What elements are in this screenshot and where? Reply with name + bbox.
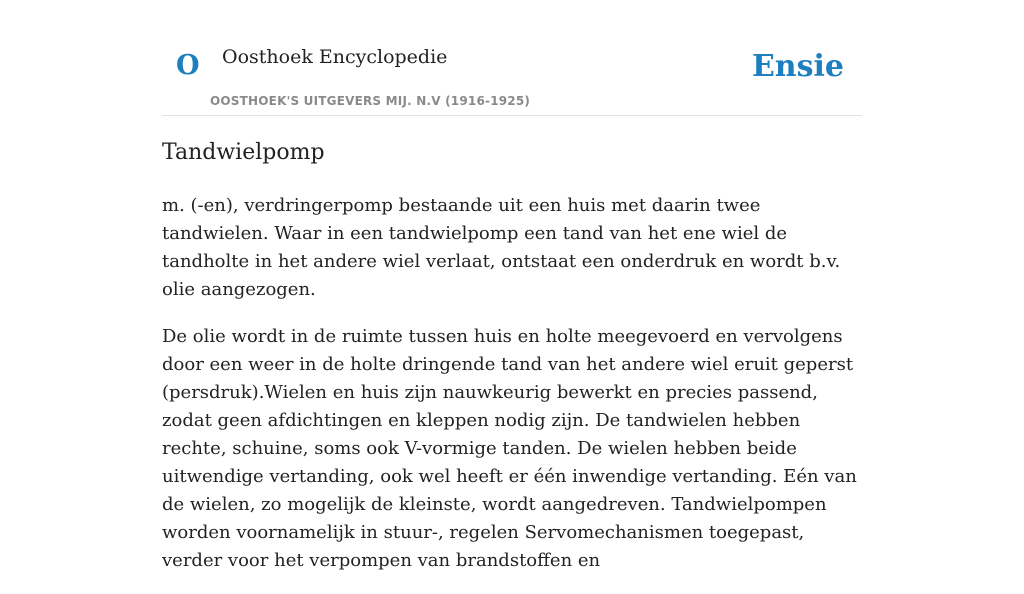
work-title-link[interactable]: Oosthoek Encyclopedie — [222, 46, 448, 68]
entry-paragraph: m. (-en), verdringerpomp bestaande uit een huis met daarin twee tandwielen. Waar in een tandwielpomp een tand van het ene wiel de tandholte in het andere wiel verlaat, ontstaat een onderdruk en wordt b.v. olie aangezogen. — [162, 195, 841, 300]
work-header — [162, 0, 862, 116]
ensie-logo[interactable]: Ensie — [751, 49, 844, 84]
entry-title: Tandwielpomp — [162, 140, 325, 165]
work-initial: O — [176, 50, 200, 81]
entry-paragraph: De olie wordt in de ruimte tussen huis en holte meegevoerd en vervolgens door een weer in de holte dringende tand van het andere wiel eruit geperst (persdruk).Wielen en huis zijn nauwkeurig bewerkt en precies passend, zodat geen afdichtingen en kleppen nodig zijn. De tandwielen hebben rechte, schuine, soms ook V-vormige tanden. De wielen hebben beide uitwendige vertanding, ook wel heeft er één inwendige vertanding. Eén van de wielen, zo mogelijk de kleinste, wordt aangedreven. Tandwielpompen worden voornamelijk in stuur-, regelen Servomechanismen toegepast, verder voor het verpompen van brandstoffen en — [162, 326, 857, 571]
entry-body — [162, 192, 862, 594]
entry-card — [162, 0, 862, 571]
work-publisher: OOSTHOEK'S UITGEVERS MIJ. N.V (1916-1925) — [210, 94, 531, 108]
